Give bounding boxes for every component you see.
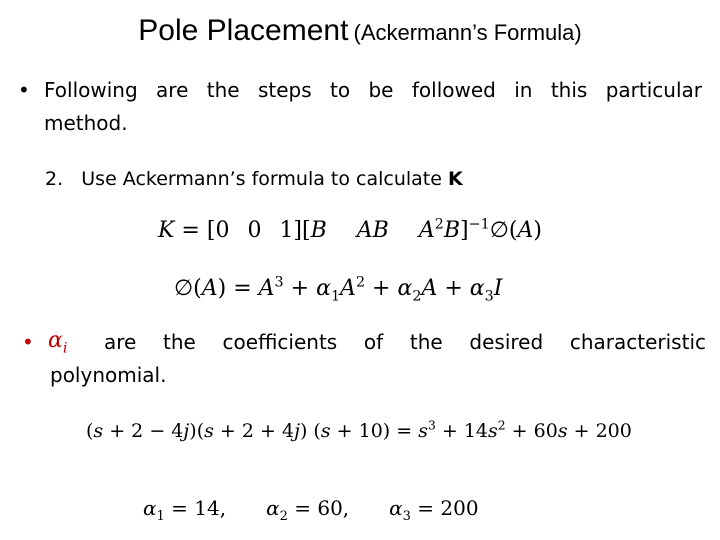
bullet-text-line1: are the coefficients of the desired characteristic bbox=[104, 330, 706, 354]
polynomial-expansion-equation: (s + 2 − 4j)(s + 2 + 4j) $(s + 10) = s^3 + 14s^2 + 60s + 200$ bbox=[86, 418, 632, 442]
title-main: Pole Placement bbox=[138, 14, 349, 47]
bullet-steps-intro bbox=[18, 78, 702, 138]
slide-title bbox=[0, 14, 720, 48]
bullet-marker: • bbox=[22, 330, 34, 354]
step-2 bbox=[45, 168, 463, 190]
alpha-i-symbol: $\alpha_i$ bbox=[48, 328, 68, 357]
step-number: 2. bbox=[45, 168, 64, 190]
bullet-marker: • bbox=[18, 78, 30, 102]
title-parenthetical: (Ackermann’s Formula) bbox=[353, 20, 582, 45]
step-bold-k: K bbox=[448, 168, 463, 190]
step-text: Use Ackermann’s formula to calculate bbox=[81, 168, 442, 190]
bullet-text-line2: method. bbox=[44, 111, 128, 135]
bullet-alpha-definition bbox=[22, 330, 706, 390]
coefficient-values: $\alpha_1 = 14$, $\alpha_2 = 60$, $\alpha_3 = 200$ bbox=[143, 496, 479, 524]
bullet-text-line1: Following are the steps to be followed in this particular bbox=[44, 78, 702, 102]
bullet-text-line2: polynomial. bbox=[50, 363, 167, 387]
ackermann-gain-equation: K = [0 0 1][B AB $A^2B]^{-1}\emptyset(A)$ bbox=[158, 216, 542, 243]
characteristic-polynomial-equation: ∅(A) = $A^3 + \alpha_1A^2 + \alpha_2A + \alpha_3I$ bbox=[174, 274, 503, 305]
